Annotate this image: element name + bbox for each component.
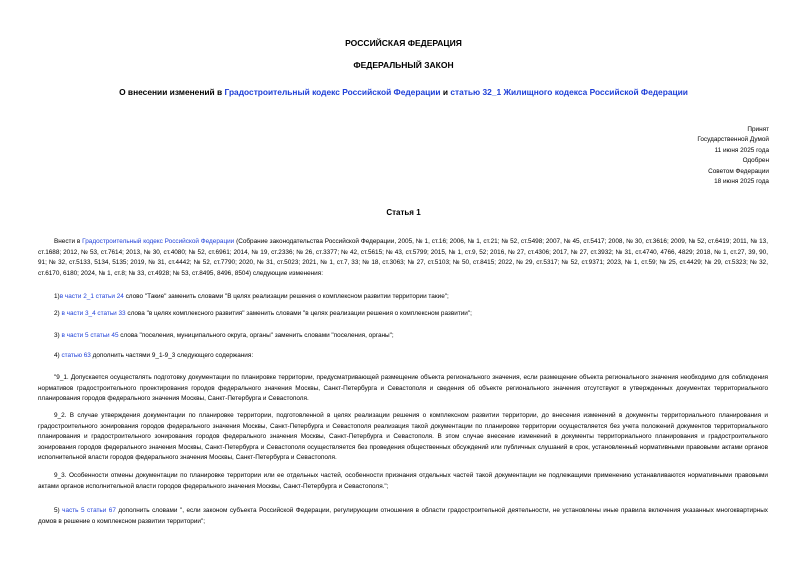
item-5-text: дополнить словами ", если законом субъекта Российской Федерации, регулирующим отношения в области градостроительной деятельности, не установлены иные правила включения указанных многоквартирных домов в решение о комплексном развитии территории"; (38, 507, 768, 525)
link-intro-grad-code[interactable]: Градостроительный кодекс Российской Федерации (82, 238, 235, 245)
adoption-line-accepted: Принят (747, 126, 769, 133)
article-intro-paragraph (38, 237, 768, 279)
adoption-line-duma-date: 11 июня 2025 года (714, 146, 769, 154)
country-heading: РОССИЙСКАЯ ФЕДЕРАЦИЯ (345, 38, 462, 48)
law-title-mid: и (440, 87, 451, 97)
intro-rest: (Собрание законодательства Российской Федерации, 2005, № 1, ст.16; 2006, № 1, ст.21; № 52, ст.5498; 2007, № 45, ст.5417; 2008, № 30, ст.3616; 2009, № 52, ст.6419; 2011, № 13, ст.1688; 2012, № 53, ст.7614; 2013, № 30, ст.4080; № 52, ст.6961; 2014, № 19, ст.2336; № 26, ст.3377; № 42, ст.5615; № 43, ст.5799; 2015, № 1, ст.9, 52; 2016, № 27, ст.4306; 2017, № 27, ст.3932; № 31, ст.4740, 4766, 4829; 2018, № 1, ст.27, 39, 90, 91; № 32, ст.5133, 5134, 5135; 2019, № 31, ст.4442; № 52, ст.7790; 2020, № 31, ст.5023; 2021, № 1, ст.7, 33; № 18, ст.3063; № 27, ст.5103; № 50, ст.8415; 2022, № 29, ст.5317; № 52, ст.9371; 2023, № 1, ст.59; № 25, ст.4429; № 29, ст.5323; № 32, ст.6170, 6180; 2024, № 1, ст.8; № 33, ст.4928; № 53, ст.8495, 8496, 8504) следующие изменения: (38, 238, 768, 277)
link-item-5[interactable]: часть 5 статьи 67 (62, 507, 116, 514)
link-item-3[interactable]: в части 5 статьи 45 (61, 332, 119, 339)
item-1-text: слово "Такие" заменить словами "В целях реализации решения о комплексном развитии территории такие"; (123, 293, 449, 300)
link-item-4[interactable]: статью 63 (61, 352, 91, 359)
adoption-line-council-date: 18 июня 2025 года (714, 178, 769, 186)
item-2-number: 2) (54, 310, 62, 317)
adoption-line-approved: Одобрен (742, 157, 769, 165)
item-3-text: слова "поселения, муниципального округа, органы" заменить словами "поселения, органы"; (118, 332, 394, 339)
item-5-number: 5) (54, 507, 63, 514)
law-title-prefix: О внесении изменений в (119, 87, 225, 97)
quoted-part-9-1: "9_1. Допускается осуществлять подготовку документации по планировке территории, предусматривающей размещение объекта регионального значения, если размещение объекта регионального значения необходимо для соблюдения нормативов градостроительного проектирования городов федерального значения Москвы, Санкт-Петербурга и Севастополя и сведения об объекте регионального значения отсутствуют в утвержденных документах территориального планирования городов федерального значения Москвы, Санкт-Петербурга и Севастополя. (38, 374, 768, 402)
amendment-item-4 (38, 351, 768, 362)
adoption-block (697, 125, 769, 187)
link-housing-code-article[interactable]: статью 32_1 Жилищного кодекса Российской Федерации (450, 87, 688, 97)
amendment-item-2 (38, 309, 768, 320)
amendment-item-3 (38, 331, 768, 342)
quoted-part-9-3: 9_3. Особенности отмены документации по планировке территории или ее отдельных частей, особенности признания отдельных частей такой документации не подлежащими применению устанавливаются нормативными правовыми актами органов исполнительной власти городов федерального значения Москвы, Санкт-Петербурга и Севастополя."; (38, 472, 768, 490)
item-3-number: 3) (54, 332, 62, 339)
amendment-item-5 (38, 506, 768, 527)
law-type-heading: ФЕДЕРАЛЬНЫЙ ЗАКОН (353, 60, 454, 70)
adoption-line-duma: Государственной Думой (697, 136, 769, 144)
intro-prefix: Внести в (54, 238, 83, 245)
link-grad-code[interactable]: Градостроительный кодекс Российской Федерации (224, 87, 441, 97)
adoption-line-council: Советом Федерации (708, 167, 769, 175)
article-heading: Статья 1 (386, 208, 421, 217)
item-1-number: 1) (54, 293, 60, 300)
link-item-1[interactable]: в части 2_1 статьи 24 (59, 293, 124, 300)
amendment-item-1 (38, 292, 768, 303)
quoted-part-9-2: 9_2. В случае утверждения документации по планировке территории, подготовленной в целях реализации решения о комплексном развитии территории, до внесения изменений в документы территориального планирования и градостроительного зонирования городов федерального значения Москвы, Санкт-Петербурга и Севастополя реализация такой документации по планировке территории осуществляется без учета положений документов территориального планирования и градостроительного зонирования городов федерального значения Москвы, Санкт-Петербурга и Севастополя. В этом случае внесение изменений в документы территориального планирования и градостроительного зонирования городов федерального значения Москвы, Санкт-Петербурга и Севастополя осуществляется без проведения общественных обсуждений или публичных слушаний в срок, установленный нормативными правовыми актами органов исполнительной власти городов федерального значения Москвы, Санкт-Петербурга и Севастополя. (38, 412, 768, 461)
law-title (0, 87, 807, 97)
link-item-2[interactable]: в части 3_4 статьи 33 (61, 310, 126, 317)
item-2-text: слова "в целях комплексного развития" заменить словами "в целях реализации решения о комплексном развитии"; (125, 310, 472, 317)
item-4-number: 4) (54, 352, 62, 359)
item-4-text: дополнить частями 9_1-9_3 следующего содержания: (90, 352, 254, 359)
